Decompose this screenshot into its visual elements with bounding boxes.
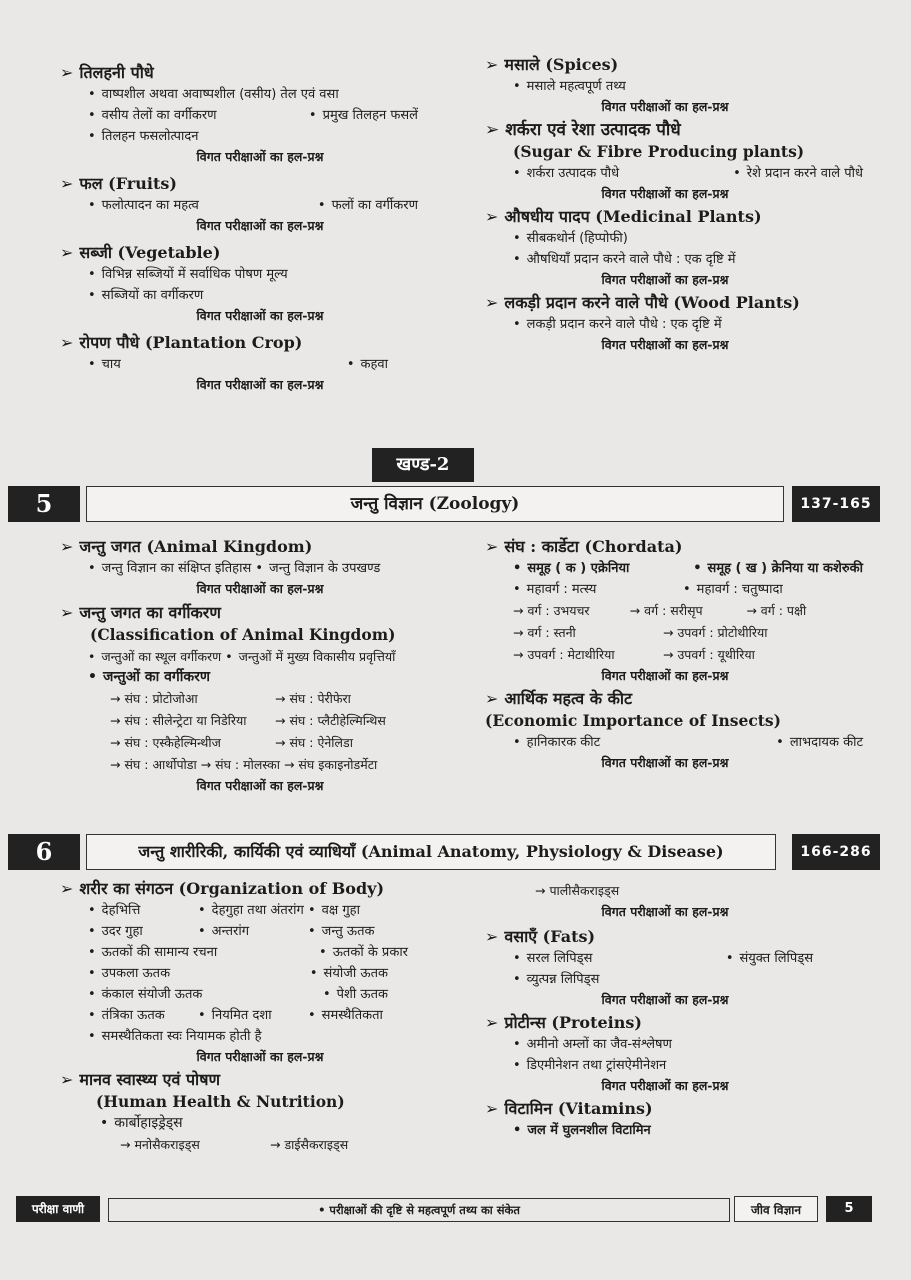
phylum-row: → संघ : प्रोटोजोआ → संघ : पेरीफेरा [110,691,351,706]
list-item: • समस्थैतिकता स्वः नियामक होती है [88,1029,262,1044]
arrow-icon: ➢ [485,55,499,74]
heading-health-en: (Human Health & Nutrition) [96,1092,345,1111]
heading-wood: ➢ लकड़ी प्रदान करने वाले पौधे (Wood Plants) [485,293,800,312]
heading-insects-en: (Economic Importance of Insects) [485,711,781,730]
list-item: • महावर्ग : मत्स्य • महावर्ग : चतुष्पादा [513,582,783,597]
previous-exam-label: विगत परीक्षाओं का हल-प्रश्न [196,218,324,233]
phylum-row: → संघ : आर्थोपोडा → संघ : मोलस्का → संघ इकाइनोडर्मेटा [110,757,378,772]
footer-note: • परीक्षाओं की दृष्टि से महत्वपूर्ण तथ्य का संकेत [108,1198,730,1222]
arrow-icon: ➢ [60,879,74,898]
heading-organization: ➢ शरीर का संगठन (Organization of Body) [60,879,385,898]
heading-health: ➢ मानव स्वास्थ्य एवं पोषण [60,1070,221,1089]
sugar-row: → मनोसैकराइड्स → डाईसैकराइड्स [120,1137,349,1152]
previous-exam-label: विगत परीक्षाओं का हल-प्रश्न [601,1078,729,1093]
chapter-5-left [60,536,470,796]
list-item: • कंकाल संयोजी ऊतक • पेशी ऊतक [88,987,388,1002]
heading-classification: ➢ जन्तु जगत का वर्गीकरण [60,603,221,622]
list-item: • समूह ( क ) एक्रेनिया • समूह ( ख ) क्रेनिया या कशेरुकी [513,561,863,576]
page-range: 166-286 [792,834,880,870]
heading-medicinal: ➢ औषधीय पादप (Medicinal Plants) [485,207,762,226]
footer [16,1196,872,1222]
list-item: • जन्तुओं का स्थूल वर्गीकरण • जन्तुओं में मुख्य विकासीय प्रवृत्तियाँ [88,649,396,664]
chapter-number: 6 [8,834,80,870]
list-item: • विभिन्न सब्जियों में सर्वाधिक पोषण मूल्य [88,267,288,282]
list-item: • तंत्रिका ऊतक • नियमित दशा • समस्थैतिकता [88,1008,383,1023]
list-item: • लकड़ी प्रदान करने वाले पौधे : एक दृष्टि में [513,317,722,332]
list-item: • जन्तुओं का वर्गीकरण [88,669,210,685]
previous-exam-label: विगत परीक्षाओं का हल-प्रश्न [196,778,324,793]
arrow-icon: ➢ [60,537,74,556]
arrow-icon: ➢ [485,293,499,312]
list-item: • औषधियाँ प्रदान करने वाले पौधे : एक दृष्टि में [513,252,736,267]
arrow-icon: ➢ [485,1099,499,1118]
chapter-6-bar [8,834,880,870]
previous-exam-label: विगत परीक्षाओं का हल-प्रश्न [196,377,324,392]
list-item: • कार्बोहाइड्रेड्स [100,1115,183,1131]
chapter-title: जन्तु विज्ञान (Zoology) [86,486,784,522]
list-item: • सीबकथोर्न (हिप्पोफी) [513,231,628,246]
list-item: • हानिकारक कीट • लाभदायक कीट [513,735,863,750]
heading-fruits: ➢ फल (Fruits) [60,174,177,193]
list-item: • जल में घुलनशील विटामिन [513,1123,651,1138]
arrow-icon: ➢ [485,537,499,556]
heading-sugar-fibre-en: (Sugar & Fibre Producing plants) [513,142,805,161]
previous-exam-label: विगत परीक्षाओं का हल-प्रश्न [601,337,729,352]
class-row: → वर्ग : उभयचर → वर्ग : सरीसृप → वर्ग : पक्षी [513,603,807,618]
list-item: • उपकला ऊतक • संयोजी ऊतक [88,966,388,981]
heading-insects: ➢ आर्थिक महत्व के कीट [485,689,633,708]
list-item: • डिएमीनेशन तथा ट्रांसऐमीनेशन [513,1058,667,1073]
chapter-5-bar [8,486,880,522]
heading-oilseed: ➢ तिलहनी पौधे [60,63,154,82]
heading-sugar-fibre: ➢ शर्करा एवं रेशा उत्पादक पौधे [485,120,681,140]
heading-vegetable: ➢ सब्जी (Vegetable) [60,243,221,262]
previous-exam-label: विगत परीक्षाओं का हल-प्रश्न [601,755,729,770]
page-number: 5 [826,1196,872,1222]
list-item: • ऊतकों की सामान्य रचना • ऊतकों के प्रकार [88,945,408,960]
list-item: • वाष्पशील अथवा अवाष्पशील (वसीय) तेल एवं वसा [88,87,339,102]
arrow-icon: ➢ [485,927,499,946]
arrow-icon: ➢ [485,207,499,226]
chapter-title: जन्तु शारीरिकी, कार्यिकी एवं व्याधियाँ (Animal Anatomy, Physiology & Disease) [86,834,776,870]
chapter-6-right [485,880,885,1141]
list-item: • देहभित्ति • देहगुहा तथा अंतरांग • वक्ष गुहा [88,903,360,918]
list-item: • फलोत्पादन का महत्व • फलों का वर्गीकरण [88,198,418,213]
part-label: खण्ड-2 [372,448,474,482]
previous-exam-label: विगत परीक्षाओं का हल-प्रश्न [601,668,729,683]
arrow-icon: ➢ [60,333,74,352]
previous-exam-label: विगत परीक्षाओं का हल-प्रश्न [196,308,324,323]
sugar-row: → पालीसैकराइड्स [535,883,620,898]
list-item: • उदर गुहा • अन्तरांग • जन्तु ऊतक [88,924,375,939]
arrow-icon: ➢ [485,120,500,140]
footer-subject: जीव विज्ञान [734,1196,818,1222]
list-item: • जन्तु विज्ञान का संक्षिप्त इतिहास • जन्तु विज्ञान के उपखण्ड [88,561,381,576]
previous-exam-label: विगत परीक्षाओं का हल-प्रश्न [196,149,324,164]
chapter-6-left [60,878,470,1156]
heading-vitamins: ➢ विटामिन (Vitamins) [485,1099,653,1118]
page-range: 137-165 [792,486,880,522]
arrow-icon: ➢ [485,1013,499,1032]
phylum-row: → संघ : एस्कैहेल्मिन्थीज → संघ : ऐनेलिडा [110,735,353,750]
heading-plantation: ➢ रोपण पौधे (Plantation Crop) [60,333,303,352]
chapter-5-right [485,536,885,773]
top-left-column [60,62,460,395]
previous-exam-label: विगत परीक्षाओं का हल-प्रश्न [196,581,324,596]
arrow-icon: ➢ [60,174,74,193]
previous-exam-label: विगत परीक्षाओं का हल-प्रश्न [601,272,729,287]
class-row: → उपवर्ग : मेटाथीरिया → उपवर्ग : यूथीरिया [513,647,755,662]
list-item: • व्युत्पन्न लिपिड्स [513,972,600,987]
arrow-icon: ➢ [60,243,74,262]
heading-classification-en: (Classification of Animal Kingdom) [90,625,396,644]
list-item: • वसीय तेलों का वर्गीकरण • प्रमुख तिलहन फसलें [88,108,418,123]
phylum-row: → संघ : सीलेन्ट्रेटा या निडेरिया → संघ : प्लैटीहेल्मिन्थिस [110,713,386,728]
arrow-icon: ➢ [60,63,74,82]
heading-animal-kingdom: ➢ जन्तु जगत (Animal Kingdom) [60,537,313,556]
list-item: • सरल लिपिड्स • संयुक्त लिपिड्स [513,951,813,966]
previous-exam-label: विगत परीक्षाओं का हल-प्रश्न [601,904,729,919]
list-item: • मसाले महत्वपूर्ण तथ्य [513,79,626,94]
list-item: • अमीनो अम्लों का जैव-संश्लेषण [513,1037,672,1052]
list-item: • शर्करा उत्पादक पौधे • रेशे प्रदान करने वाले पौधे [513,166,863,181]
arrow-icon: ➢ [60,1070,74,1089]
heading-spices: ➢ मसाले (Spices) [485,55,619,74]
footer-brand: परीक्षा वाणी [16,1196,100,1222]
list-item: • तिलहन फसलोत्पादन [88,129,199,144]
class-row: → वर्ग : स्तनी → उपवर्ग : प्रोटोथीरिया [513,625,768,640]
top-right-column [485,54,885,355]
list-item: • सब्जियों का वर्गीकरण [88,288,204,303]
arrow-icon: ➢ [485,689,499,708]
list-item: • चाय • कहवा [88,357,388,372]
previous-exam-label: विगत परीक्षाओं का हल-प्रश्न [601,992,729,1007]
heading-proteins: ➢ प्रोटीन्स (Proteins) [485,1013,642,1032]
previous-exam-label: विगत परीक्षाओं का हल-प्रश्न [196,1049,324,1064]
chapter-number: 5 [8,486,80,522]
arrow-icon: ➢ [60,603,74,622]
previous-exam-label: विगत परीक्षाओं का हल-प्रश्न [601,99,729,114]
heading-fats: ➢ वसाएँ (Fats) [485,927,596,946]
heading-chordata: ➢ संघ : कार्डेटा (Chordata) [485,537,683,556]
previous-exam-label: विगत परीक्षाओं का हल-प्रश्न [601,186,729,201]
